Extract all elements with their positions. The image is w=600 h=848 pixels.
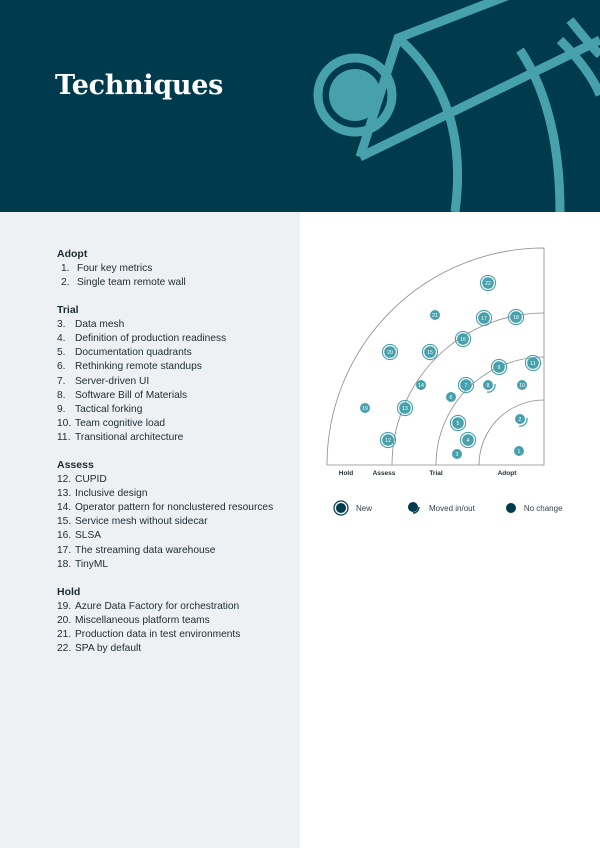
ring-items bbox=[57, 600, 297, 656]
blip-label: 5 bbox=[456, 421, 460, 427]
header-decoration-graphic bbox=[0, 0, 600, 212]
blip-label: 22 bbox=[485, 281, 491, 287]
blip-label: 20 bbox=[387, 350, 393, 356]
radar-ring-labels bbox=[339, 470, 517, 477]
radar-quadrant bbox=[320, 240, 550, 485]
blip-label: 2 bbox=[518, 417, 522, 423]
radar-blip[interactable] bbox=[491, 359, 506, 374]
radar-blip[interactable] bbox=[422, 344, 437, 359]
radar-blip[interactable] bbox=[382, 344, 397, 359]
ring-title: Hold bbox=[57, 585, 81, 598]
radar-blip[interactable] bbox=[446, 392, 456, 402]
blip-label: 7 bbox=[464, 383, 468, 389]
blip-label: 6 bbox=[449, 395, 453, 401]
blip-label: 11 bbox=[530, 361, 536, 367]
radar-legend bbox=[333, 500, 579, 516]
legend-label: Moved in/out bbox=[429, 503, 475, 513]
list-item: 13. Inclusive design bbox=[57, 488, 148, 500]
blip-label: 8 bbox=[486, 383, 490, 389]
list-item: 2. Single team remote wall bbox=[61, 277, 186, 289]
ring-label-adopt: Adopt bbox=[497, 470, 517, 477]
blip-label: 13 bbox=[402, 406, 408, 412]
blip-label: 3 bbox=[455, 452, 459, 458]
page-title: Techniques bbox=[55, 70, 224, 101]
legend-item-new bbox=[333, 500, 390, 516]
blip-label: 19 bbox=[362, 406, 368, 412]
ring-label-assess: Assess bbox=[372, 470, 396, 477]
blip-label: 9 bbox=[497, 365, 501, 371]
page-header bbox=[0, 0, 600, 212]
radar-blip[interactable] bbox=[458, 377, 473, 392]
list-item: 9. Tactical forking bbox=[57, 403, 143, 415]
ring-label-hold: Hold bbox=[338, 470, 354, 477]
moved-blip-icon bbox=[406, 500, 422, 516]
no-change-blip-icon bbox=[505, 502, 517, 514]
radar-blip[interactable] bbox=[517, 380, 527, 390]
radar-blip[interactable] bbox=[416, 380, 426, 390]
blip-label: 1 bbox=[517, 449, 521, 455]
list-item: 12. CUPID bbox=[57, 474, 107, 486]
list-item: 6. Rethinking remote standups bbox=[57, 361, 202, 373]
list-item: 3. Data mesh bbox=[57, 319, 125, 331]
ring-label-trial: Trial bbox=[429, 470, 443, 477]
list-item: 1. Four key metrics bbox=[61, 263, 153, 274]
radar-blip[interactable] bbox=[483, 380, 495, 392]
ring-items bbox=[57, 262, 297, 290]
blip-list bbox=[57, 248, 297, 670]
ring-title: Assess bbox=[57, 459, 94, 472]
radar-blip[interactable] bbox=[476, 310, 491, 325]
ring-section-trial bbox=[57, 304, 297, 445]
blip-label: 4 bbox=[466, 438, 470, 444]
list-item: 22. SPA by default bbox=[57, 642, 142, 654]
list-item: 14. Operator pattern for nonclustered resources bbox=[57, 502, 274, 514]
ring-title: Trial bbox=[57, 304, 79, 317]
list-item: 21. Production data in test environments bbox=[57, 628, 241, 640]
ring-items bbox=[57, 473, 297, 572]
ring-items bbox=[57, 318, 297, 445]
blip-label: 21 bbox=[432, 313, 438, 319]
blip-label: 10 bbox=[519, 383, 525, 389]
list-item: 17. The streaming data warehouse bbox=[57, 544, 216, 556]
blip-label: 12 bbox=[385, 438, 391, 444]
legend-label: No change bbox=[523, 503, 563, 513]
list-item: 5. Documentation quadrants bbox=[57, 347, 192, 359]
list-item: 16. SLSA bbox=[57, 530, 102, 542]
list-item: 20. Miscellaneous platform teams bbox=[57, 614, 210, 626]
radar-blip[interactable] bbox=[360, 403, 370, 413]
ring-section-hold bbox=[57, 586, 297, 656]
legend-item-moved bbox=[406, 500, 489, 516]
list-item: 7. Server-driven UI bbox=[57, 375, 150, 387]
list-item: 8. Software Bill of Materials bbox=[57, 389, 188, 401]
radar-blip[interactable] bbox=[515, 414, 527, 426]
list-item: 15. Service mesh without sidecar bbox=[57, 516, 208, 528]
blip-label: 16 bbox=[460, 337, 466, 343]
radar-blip[interactable] bbox=[397, 400, 412, 415]
radar-blip[interactable] bbox=[525, 355, 540, 370]
radar-blip[interactable] bbox=[455, 331, 470, 346]
legend-label: New bbox=[356, 503, 373, 513]
ring-section-assess bbox=[57, 459, 297, 572]
list-item: 4. Definition of production readiness bbox=[57, 333, 227, 345]
radar-blip[interactable] bbox=[430, 310, 440, 320]
list-item: 18. TinyML bbox=[57, 558, 109, 570]
blip-label: 17 bbox=[481, 316, 487, 322]
ring-section-adopt bbox=[57, 248, 297, 290]
list-item: 10. Team cognitive load bbox=[57, 417, 166, 429]
radar-blip[interactable] bbox=[514, 446, 524, 456]
radar-blips bbox=[360, 275, 541, 459]
radar-blip[interactable] bbox=[480, 275, 495, 290]
list-item: 11. Transitional architecture bbox=[57, 431, 184, 443]
blip-label: 18 bbox=[513, 315, 519, 321]
ring-title: Adopt bbox=[57, 248, 88, 260]
new-blip-icon bbox=[333, 500, 349, 516]
list-item: 19. Azure Data Factory for orchestration bbox=[57, 600, 240, 612]
radar-blip[interactable] bbox=[452, 449, 462, 459]
legend-item-no-change bbox=[505, 502, 563, 514]
radar-blip[interactable] bbox=[508, 309, 523, 324]
radar-blip[interactable] bbox=[450, 415, 465, 430]
radar-blip[interactable] bbox=[380, 432, 395, 447]
blip-label: 14 bbox=[418, 383, 424, 389]
blip-label: 15 bbox=[427, 350, 433, 356]
radar-blip[interactable] bbox=[460, 432, 475, 447]
